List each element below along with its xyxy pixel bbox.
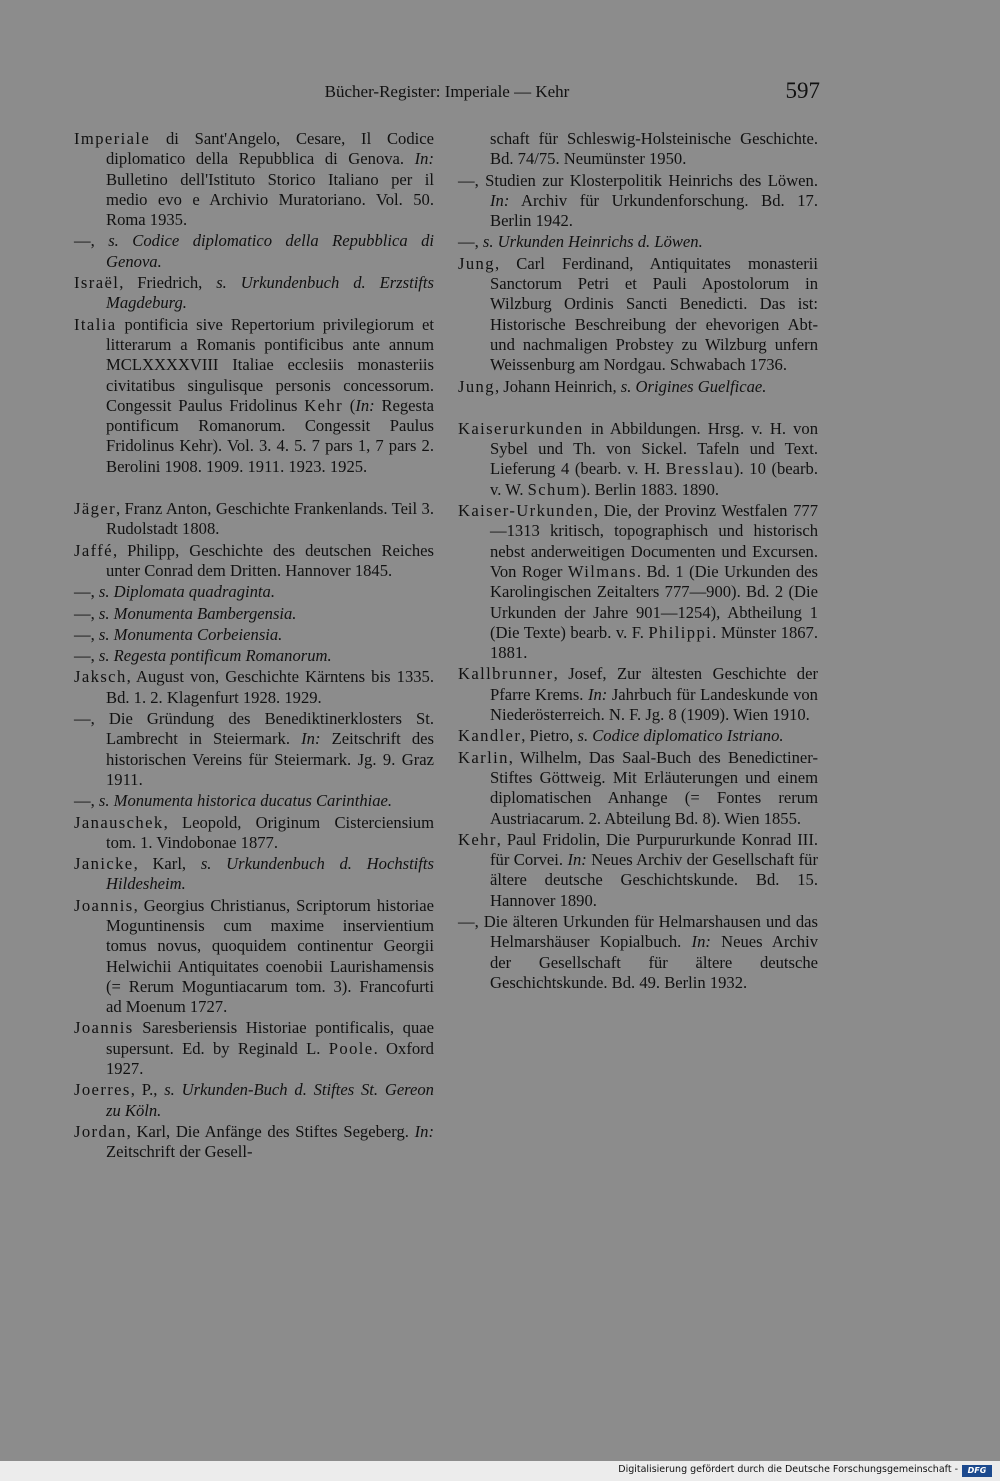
entry-text: , Carl Ferdinand, Antiquitates monasterii Sanctorum Petri et Pauli Apostolorum in Wilzburg Ordinis Sancti Benedicti. Das ist: Historische Beschreibung der ehevorigen Abt- und nachmaligen Probstey zu Wilzburg unfern Weissenburg am Nordgau. Schwabach 1736. — [490, 253, 818, 375]
entry-text: , Die, der Provinz Westfalen 777—1313 kritisch, topographisch und historisch nebst anderweitigen Documenten und Excursen. Von Roger — [490, 501, 818, 581]
entry-text: —, — [458, 232, 483, 252]
entry-text: , August von, Geschichte Kärntens bis 1335. Bd. 1. 2. Klagenfurt 1928. 1929. — [106, 667, 434, 707]
entry-author: Italia — [74, 314, 117, 334]
entry-text: , Karl, — [133, 854, 201, 874]
entry-text: Neues Archiv der Gesellschaft für ältere deutsche Geschichtskunde. Bd. 49. Berlin 1932. — [490, 932, 818, 992]
entry-italic-text: s. Monumenta historica ducatus Carinthiae. — [98, 791, 393, 811]
left-column — [74, 129, 434, 1164]
entry-italic-text: s. Codice diplomatico Istriano. — [577, 726, 784, 746]
entry-author: Joerres — [74, 1080, 131, 1100]
register-entry — [74, 625, 434, 645]
dfg-logo: DFG — [962, 1465, 992, 1477]
entry-author: Joannis — [74, 1018, 134, 1038]
register-entry — [458, 171, 818, 232]
register-entry — [74, 667, 434, 708]
entry-italic-text: In: — [567, 850, 587, 870]
entry-text: —, Studien zur Klosterpolitik Heinrichs des Löwen. — [458, 170, 818, 190]
entry-text: , Philipp, Geschichte des deutschen Reiches unter Conrad dem Dritten. Hannover 1845. — [106, 540, 434, 580]
entry-text: . Oxford 1927. — [106, 1038, 434, 1079]
register-entry — [458, 726, 818, 746]
entry-text: Jahrbuch für Landeskunde von Niederösterreich. N. F. Jg. 8 (1909). Wien 1910. — [490, 684, 818, 725]
entry-text: , Georgius Christianus, Scriptorum historiae Moguntinensis cum maxime inservientium tomus novus, quoquidem continentur Georgii Helwichii Antiquitates coenobii Laurishamensis (= Rerum Moguntiacarum tom. 3). Francofurti ad Moenum 1727. — [106, 895, 434, 1017]
entry-author: Kaiser-Urkunden — [458, 501, 594, 521]
entry-text: ). Berlin 1883. 1890. — [580, 479, 720, 499]
entry-italic-text: s. Urkunden-Buch d. Stiftes St. Gereon zu Köln. — [106, 1080, 434, 1120]
entry-italic-text: s. Origines Guelficae. — [620, 376, 767, 396]
page-header — [74, 80, 820, 110]
page-number: 597 — [785, 78, 820, 103]
entry-author: Jäger — [74, 499, 117, 519]
entry-text: —, Die Gründung des Benediktinerklosters St. Lambrecht in Steiermark. — [74, 709, 434, 749]
entry-author: Kaiserurkunden — [458, 418, 584, 438]
entry-text: , Karl, Die Anfänge des Stiftes Segeberg. — [126, 1121, 415, 1141]
register-entry — [74, 791, 434, 811]
entry-italic-text: In: — [414, 149, 434, 169]
entry-author: Schum — [527, 479, 581, 499]
entry-italic-text: s. Codice diplomatico della Repubblica di Genova. — [106, 231, 434, 271]
entry-text: Archiv für Urkundenforschung. Bd. 17. Berlin 1942. — [490, 190, 818, 231]
register-entry — [74, 646, 434, 666]
register-entry — [74, 604, 434, 624]
entry-author: Jordan — [74, 1121, 127, 1141]
register-entry — [74, 1018, 434, 1079]
entry-italic-text: s. Urkunden Heinrichs d. Löwen. — [482, 232, 703, 252]
entry-author: Israël — [74, 273, 120, 293]
entry-text: Zeitschrift der Gesell- — [106, 1142, 253, 1162]
entry-text: —, — [74, 582, 99, 602]
register-entry — [74, 1080, 434, 1121]
entry-text: Regesta pontificum Romanorum. Congessit Paulus Fridolinus Kehr). Vol. 3. 4. 5. 7 pars 1, 7 pars 2. Berolini 1908. 1909. 1911. 1923. 1925. — [106, 395, 434, 476]
register-entry — [74, 1122, 434, 1163]
register-entry — [74, 231, 434, 272]
entry-author: Jaksch — [74, 667, 127, 687]
entry-text: di Sant'Angelo, Cesare, Il Codice diplomatico della Repubblica di Genova. — [106, 129, 434, 169]
entry-text: , P., — [130, 1080, 165, 1100]
entry-italic-text: In: — [301, 729, 321, 749]
entry-text: ). 10 (bearb. v. W. — [490, 459, 818, 499]
register-entry — [74, 273, 434, 314]
entry-italic-text: s. Monumenta Bambergensia. — [98, 603, 297, 623]
register-entry — [74, 499, 434, 540]
register-entry — [458, 501, 818, 663]
register-entry — [458, 748, 818, 829]
footer-credit: Digitalisierung gefördert durch die Deutsche Forschungsgemeinschaft - — [618, 1464, 958, 1475]
entry-author: Kallbrunner — [458, 664, 554, 684]
entry-text: ( — [343, 395, 356, 415]
entry-text: Saresberiensis Historiae pontificalis, quae supersunt. Ed. by Reginald L. — [106, 1018, 434, 1058]
register-entry — [74, 854, 434, 895]
entry-author: Poole — [328, 1038, 374, 1058]
entry-italic-text: In: — [355, 395, 375, 415]
entry-italic-text: s. Regesta pontificum Romanorum. — [98, 646, 332, 666]
entry-author: Joannis — [74, 895, 134, 915]
register-entry — [74, 582, 434, 602]
entry-text: . Bd. 1 (Die Urkunden des Karolingischen Zeitalters 777—900). Bd. 2 (Die Urkunden der Jahre 901—1254), Abtheilung 1 (Die Texte) bearb. v. F. — [490, 561, 818, 642]
entry-italic-text: s. Monumenta Corbeiensia. — [98, 624, 283, 644]
entry-text: , Franz Anton, Geschichte Frankenlands. Teil 3. Rudolstadt 1808. — [106, 499, 434, 539]
entry-text: Neues Archiv der Gesellschaft für ältere deutsche Geschichtskunde. Bd. 15. Hannover 1890. — [490, 850, 818, 910]
entry-author: Imperiale — [74, 129, 151, 148]
entry-author: Janicke — [74, 854, 134, 874]
entry-author: Wilmans — [567, 561, 637, 581]
register-entry — [74, 129, 434, 230]
entry-author: Bresslau — [665, 459, 735, 479]
entry-author: Philippi — [648, 622, 713, 642]
entry-text: , Johann Heinrich, — [494, 376, 621, 396]
entry-author: Janauschek — [74, 812, 164, 832]
register-entry — [458, 419, 818, 500]
entry-italic-text: s. Diplomata quadraginta. — [98, 582, 275, 602]
entry-text: . Münster 1867. 1881. — [490, 622, 819, 663]
register-entry — [458, 254, 818, 376]
entry-italic-text: In: — [587, 684, 608, 704]
right-column — [458, 129, 818, 994]
footer-bar — [0, 1461, 1000, 1481]
entry-text: Zeitschrift des historischen Vereins für Steiermark. Jg. 9. Graz 1911. — [106, 729, 435, 789]
entry-author: Jaffé — [74, 540, 113, 560]
entry-italic-text: In: — [691, 932, 711, 952]
entry-author: Karlin — [458, 747, 509, 767]
entry-text: in Abbildungen. Hrsg. v. H. von Sybel und Th. von Sickel. Tafeln und Text. Lieferung 4 (bearb. v. H. — [490, 418, 818, 479]
entry-text: —, — [74, 231, 109, 251]
register-entry — [74, 896, 434, 1018]
entry-author: Kehr — [304, 395, 344, 415]
entry-text: —, Die älteren Urkunden für Helmarshausen und das Helmarshäuser Kopialbuch. — [458, 911, 818, 952]
register-entry — [74, 813, 434, 854]
entry-text: —, — [74, 646, 99, 666]
entry-italic-text: In: — [414, 1121, 434, 1141]
entry-author: Jung — [458, 253, 495, 273]
register-entry — [74, 315, 434, 477]
running-title: Bücher-Register: Imperiale — Kehr — [324, 82, 570, 101]
register-entry — [74, 709, 434, 790]
entry-author: Kehr — [458, 829, 497, 849]
register-entry — [458, 830, 818, 911]
entry-text: , Wilhelm, Das Saal-Buch des Benedictiner-Stiftes Göttweig. Mit Erläuterungen und einem diplomatischen Anhange (= Fontes rerum Austriacarum. 2. Abteilung Bd. 8). Wien 1855. — [490, 747, 818, 828]
entry-italic-text: s. Urkundenbuch d. Hochstifts Hildesheim. — [106, 854, 434, 894]
entry-text: —, — [74, 791, 99, 811]
entry-author: Jung — [458, 376, 495, 396]
entry-text: —, — [74, 624, 99, 644]
entry-text: —, — [74, 603, 99, 623]
register-entry — [74, 541, 434, 582]
entry-text: schaft für Schleswig-Holsteinische Geschichte. Bd. 74/75. Neumünster 1950. — [490, 129, 818, 169]
entry-italic-text: s. Urkundenbuch d. Erzstifts Magdeburg. — [106, 273, 434, 313]
register-entry — [458, 664, 818, 725]
register-entry — [458, 232, 818, 252]
register-entry — [458, 912, 818, 993]
entry-author: Kandler — [458, 726, 522, 746]
register-entry — [458, 377, 818, 397]
entry-text: pontificia sive Repertorium privilegiorum et litterarum a Romanis pontificibus ante annum MCLXXXXVIII Italiae ecclesiis monasteriis civitatibus singulisque personis concessorum. Congessit Paulus Fridolinus — [106, 314, 434, 415]
entry-text: , Josef, Zur ältesten Geschichte der Pfarre Krems. — [490, 664, 818, 704]
entry-italic-text: In: — [490, 190, 510, 210]
register-entry — [458, 129, 818, 170]
entry-text: , Friedrich, — [119, 273, 217, 293]
entry-text: , Leopold, Originum Cisterciensium tom. 1. Vindobonae 1877. — [106, 812, 434, 852]
entry-text: , Pietro, — [521, 726, 578, 746]
entry-text: , Paul Fridolin, Die Purpururkunde Konrad III. für Corvei. — [490, 829, 818, 870]
entry-text: Bulletino dell'Istituto Storico Italiano per il medio evo e Archivio Muratoriano. Vol. 50. Roma 1935. — [106, 169, 434, 230]
